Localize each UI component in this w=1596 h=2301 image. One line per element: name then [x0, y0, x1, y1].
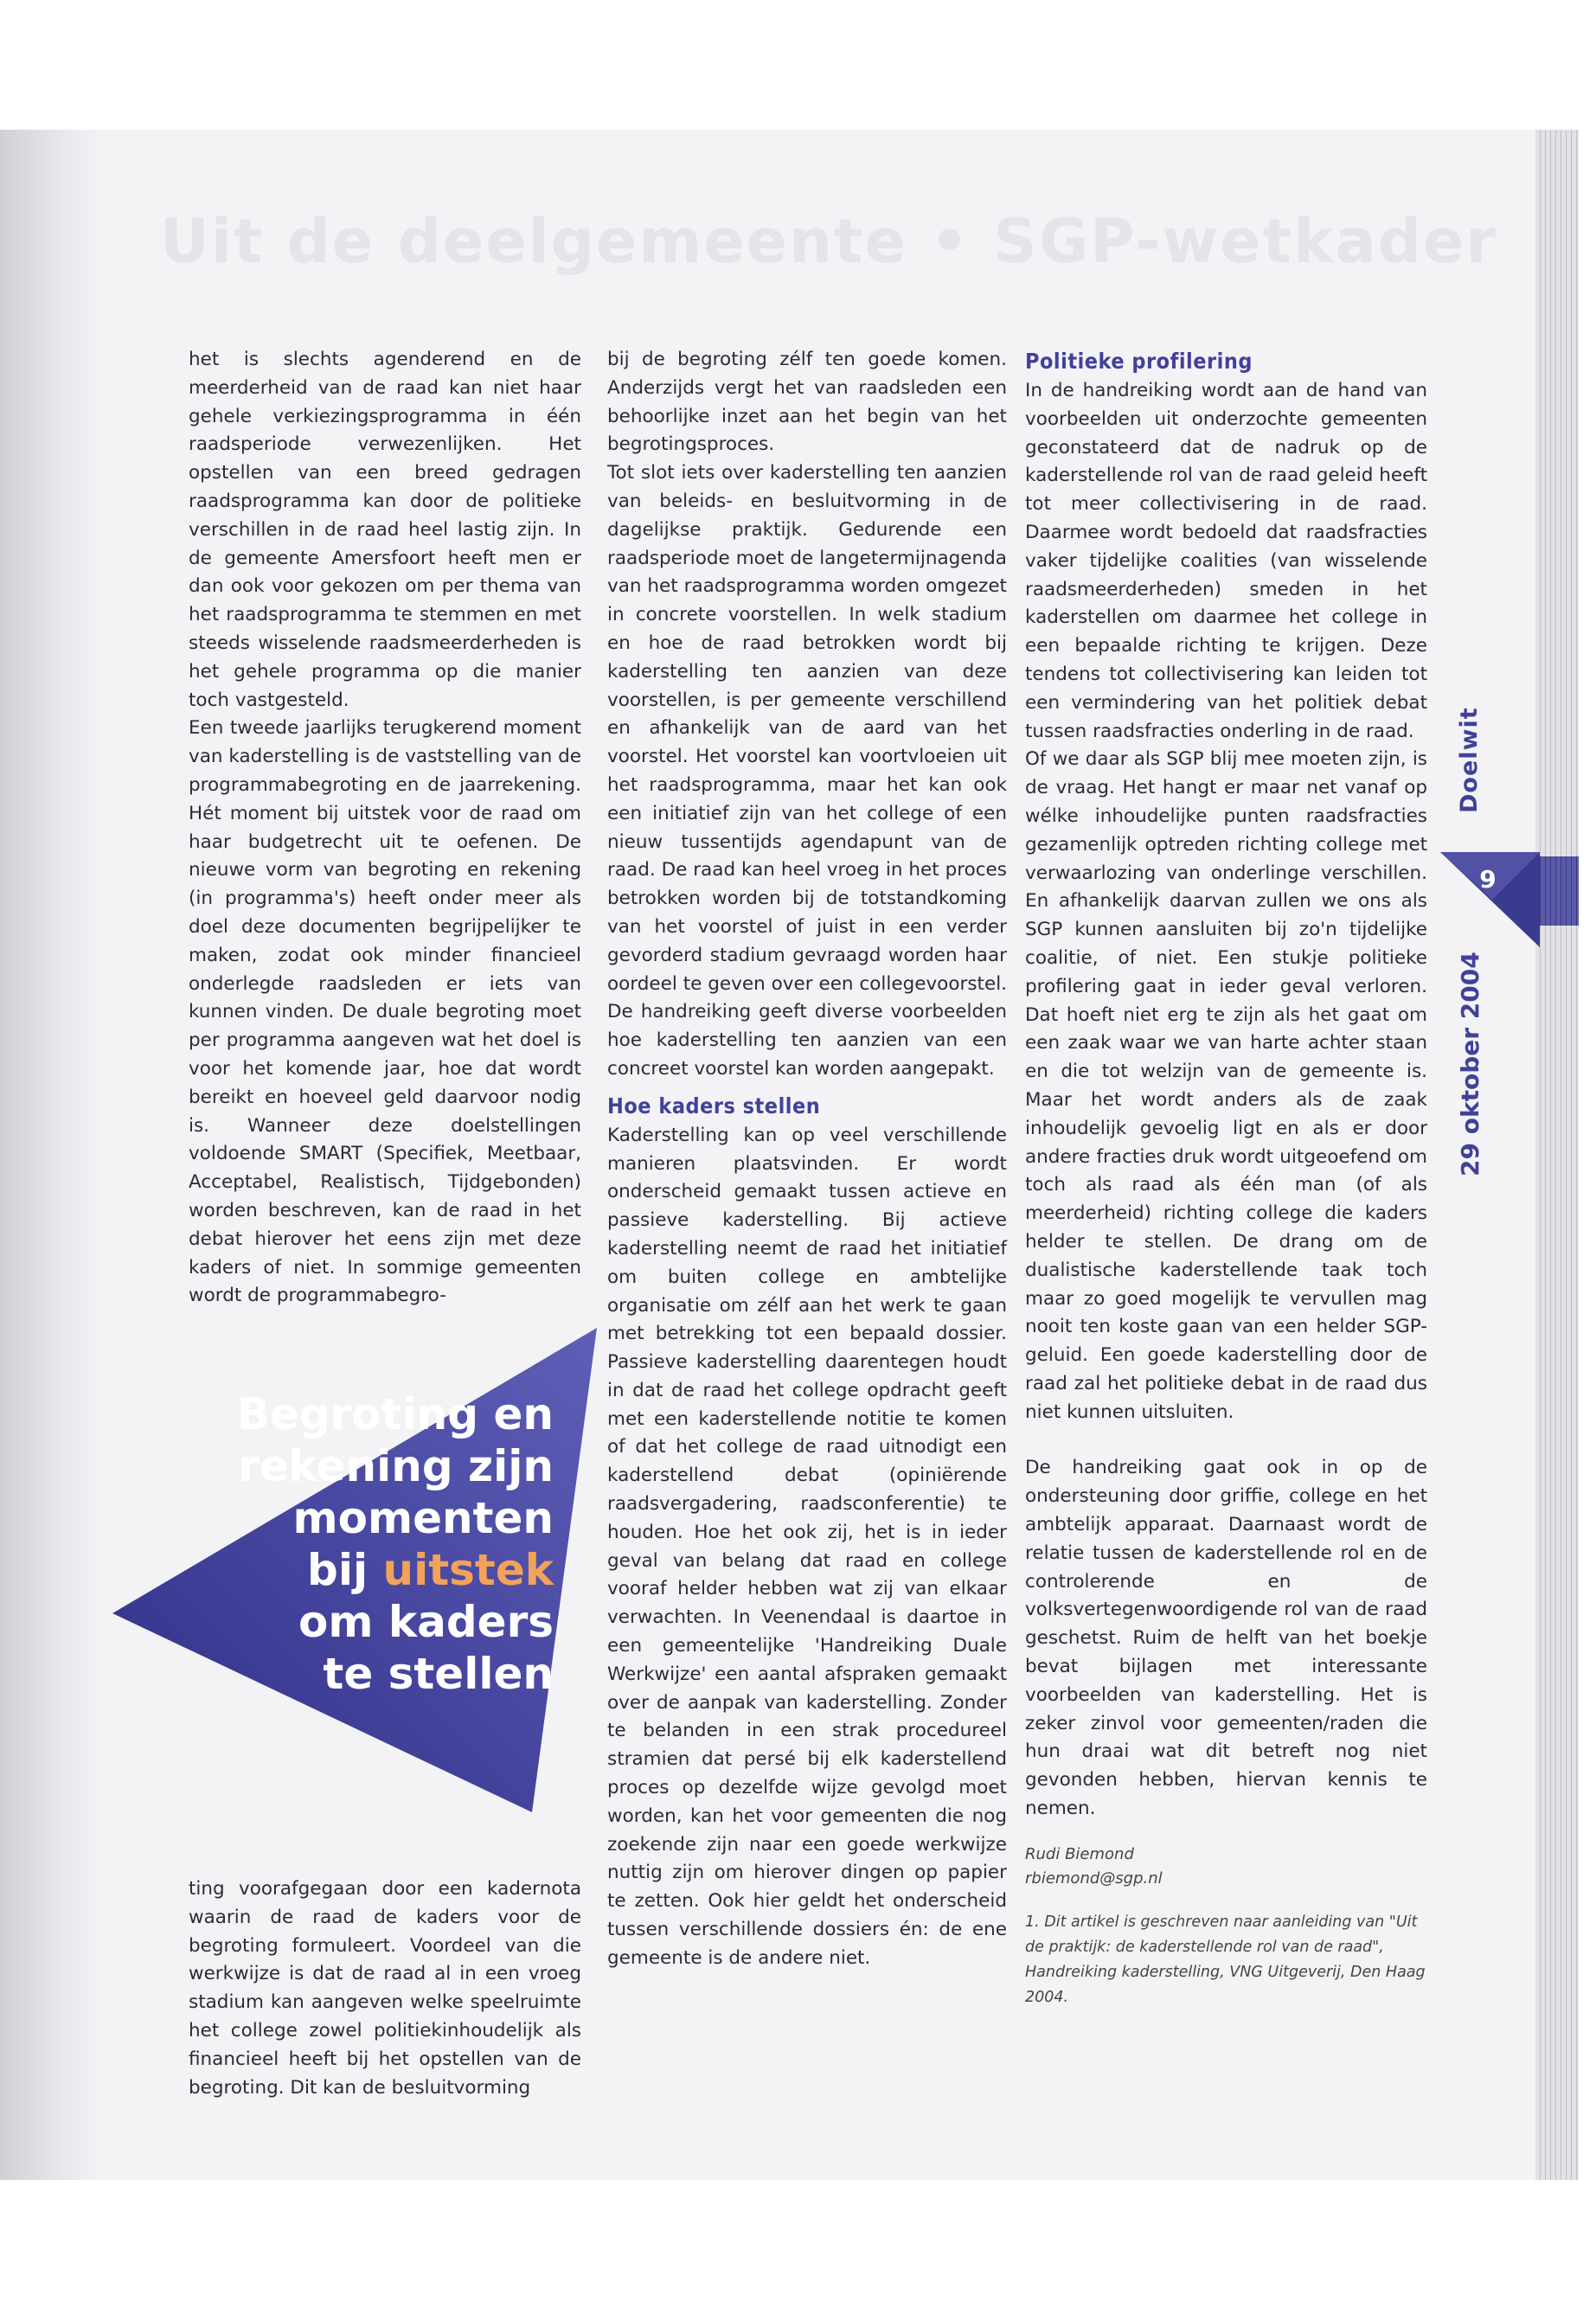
- binding-spine: [0, 130, 104, 2180]
- author-name: Rudi Biemond: [1025, 1844, 1134, 1863]
- author-byline: [1025, 1843, 1427, 1891]
- author-email: rbiemond@sgp.nl: [1025, 1868, 1163, 1888]
- paragraph: In de handreiking wordt aan de hand van voorbeelden uit onderzochte gemeenten geconstateerd dat de nadruk op de kaderstellende rol van de raad geleid heeft tot meer collectivisering in de raad. Daarmee wordt bedoeld dat raadsfracties vaker tijdelijke coalities (van wisselende raadsmeerderheden) smeden in het kaderstellen om daarmee het college in een bepaalde richting te krijgen. Deze tendens tot collectivisering kan leiden tot een vermindering van het politiek debat tussen raadsfracties onderling in de raad.: [1025, 380, 1427, 742]
- paragraph: Tot slot iets over kaderstelling ten aanzien van beleids- en besluitvorming in de dagelijkse praktijk. Gedurende een raadsperiode moet de langetermijnagenda van het raadsprogramma worden omgezet in concrete voorstellen. In welk stadium en hoe de raad betrokken wordt bij kaderstelling ten aanzien van deze voorstellen, is per gemeente verschillend en afhankelijk van de aard van het voorstel. Het voorstel kan voortvloeien uit het raadsprogramma, maar het kan ook een initiatief zijn van het college of een nieuw tussentijds agendapunt van de raad. De raad kan heel vroeg in het proces betrokken worden bij de totstandkoming van het voorstel of juist in een verder gevorderd stadium gevraagd worden haar oordeel te geven over een collegevoorstel. De handreiking geeft diverse voorbeelden hoe kaderstelling ten aanzien van een concreet voorstel kan worden aangepakt.: [607, 462, 1007, 1080]
- subheading: Hoe kaders stellen: [607, 1093, 821, 1118]
- column-1: [189, 346, 581, 1311]
- footnote: 1. Dit artikel is geschreven naar aanleiding van "Uit de praktijk: de kaderstellende rol van de raad", Handreiking kaderstelling, VNG Uitgeverij, Den Haag 2004.: [1025, 1913, 1426, 2006]
- page-edges: [1535, 130, 1579, 2180]
- column-3: [1025, 346, 1427, 2010]
- column-1-continued: [189, 1875, 581, 2102]
- paragraph: bij de begroting zélf ten goede komen. Anderzijds vergt het van raadsleden een behoorlijke inzet aan het begin van het begrotingsproces.: [607, 349, 1007, 456]
- paragraph: Of we daar als SGP blij mee moeten zijn, is de vraag. Het hangt er maar net vanaf op wélke inhoudelijke punten raadsfracties gezamenlijk optreden richting college met verwaarlozing van onderlinge verschillen. En afhankelijk daarvan zullen we ons als SGP kunnen aansluiten bij zo'n tijdelijke coalitie, of niet. Een stukje politieke profilering gaat in ieder geval verloren. Dat hoeft niet erg te zijn als het gaat om een zaak waar we van harte achter staan en die tot welzijn van de gemeente is. Maar het wordt anders als de zaak inhoudelijk gevoelig ligt en als er door andere fracties druk wordt uitgeoefend om toch als raad als één man (of als meerderheid) richting college die kaders helder te stellen. De drang om de dualistische kaderstellende taak toch maar zo goed mogelijk te vervullen mag nooit ten koste gaan van een helder SGP-geluid. Een goede kaderstelling door de raad zal het politieke debat in de raad dus niet kunnen uitsluiten.: [1025, 748, 1427, 1423]
- pullquote-line: momenten: [292, 1493, 554, 1543]
- paragraph: Kaderstelling kan op veel verschillende manieren plaatsvinden. Er wordt onderscheid gemaakt tussen actieve en passieve kaderstelling. Bij actieve kaderstelling neemt de raad het initiatief om buiten college en ambtelijke organisatie om zélf aan het werk te gaan met betrekking tot een bepaald dossier. Passieve kaderstelling daarentegen houdt in dat de raad het college opdracht geeft met een kaderstellende notitie te komen of dat het college de raad uitnodigt een kaderstellend debat (opiniërende raadsvergadering, raadsconferentie) te houden. Hoe het ook zij, het is in ieder geval van belang dat raad en college vooraf helder hebben wat zij van elkaar verwachten. In Veenendaal is daartoe in een gemeentelijke 'Handreiking Duale Werkwijze' een aantal afspraken gemaakt over de aanpak van kaderstelling. Zonder te belanden in een strak procedureel stramien dat persé bij elk kaderstellend proces op dezelfde wijze gevolgd moet worden, kan het voor gemeenten die nog zoekende zijn naar een goede werkwijze nuttig zijn om hierover dingen op papier te zetten. Ook hier geldt het onderscheid tussen verschillende dossiers én: de ene gemeente is de andere niet.: [607, 1124, 1007, 1969]
- pullquote-line: bij uitstek: [307, 1545, 554, 1595]
- faded-section-header: Uit de deelgemeente • SGP-wetkader: [160, 206, 1497, 277]
- column-2: [607, 346, 1007, 1973]
- pullquote-line: Begroting en: [236, 1389, 554, 1439]
- pullquote: [173, 1388, 554, 1700]
- subheading: Politieke profilering: [1025, 349, 1253, 374]
- pullquote-line: om kaders: [298, 1597, 554, 1647]
- paragraph: het is slechts agenderend en de meerderheid van de raad kan niet haar gehele verkiezingsprogramma in één raadsperiode verwezenlijken. Het opstellen van een breed gedragen raadsprogramma kan door de politieke verschillen in de raad heel lastig zijn. In de gemeente Amersfoort heeft men er dan ook voor gekozen om per thema van het raadsprogramma te stemmen en met steeds wisselende raadsmeerderheden is het gehele programma op die manier toch vastgesteld.: [189, 349, 581, 711]
- paragraph: Een tweede jaarlijks terugkerend moment van kaderstelling is de vaststelling van de programmabegroting en de jaarrekening. Hét moment bij uitstek voor de raad om haar budgetrecht uit te oefenen. De nieuwe vorm van begroting en rekening (in programma's) heeft onder meer als doel deze documenten begrijpelijker te maken, zodat ook minder financieel onderlegde raadsleden er iets van kunnen vinden. De duale begroting moet per programma aangeven wat het doel is voor het komende jaar, hoe dat wordt bereikt en hoeveel geld daarvoor nodig is. Wanneer deze doelstellingen voldoende SMART (Specifiek, Meetbaar, Acceptabel, Realistisch, Tijdgebonden) worden beschreven, kan de raad in het debat hierover het eens zijn met deze kaders of niet. In sommige gemeenten wordt de programmabegro-: [189, 717, 581, 1307]
- paragraph: De handreiking gaat ook in op de ondersteuning door griffie, college en het ambtelijk apparaat. Daarnaast wordt de relatie tussen de kaderstellende rol en de controlerende en de volksvertegenwoordigende rol van de raad geschetst. Ruim de helft van het boekje bevat bijlagen met interessante voorbeelden van kaderstelling. Het is zeker zinvol voor gemeenten/raden die hun draai wat dit betreft nog niet gevonden hebben, hiervan kennis te nemen.: [1025, 1457, 1427, 1820]
- paragraph: ting voorafgegaan door een kadernota waarin de raad de kaders voor de begroting formuleert. Voordeel van die werkwijze is dat de raad al in een vroeg stadium kan aangeven welke speelruimte het college zowel politiekinhoudelijk als financieel heeft bij het opstellen van de begroting. Dit kan de besluitvorming: [189, 1878, 581, 2099]
- magazine-title: Doelwit: [1456, 707, 1483, 813]
- pullquote-line: te stellen: [323, 1649, 554, 1699]
- pullquote-line: rekening zijn: [238, 1441, 554, 1491]
- page-number: 9: [1479, 865, 1497, 894]
- page-edges-tab: [1535, 856, 1579, 926]
- issue-date: 29 oktober 2004: [1456, 952, 1484, 1176]
